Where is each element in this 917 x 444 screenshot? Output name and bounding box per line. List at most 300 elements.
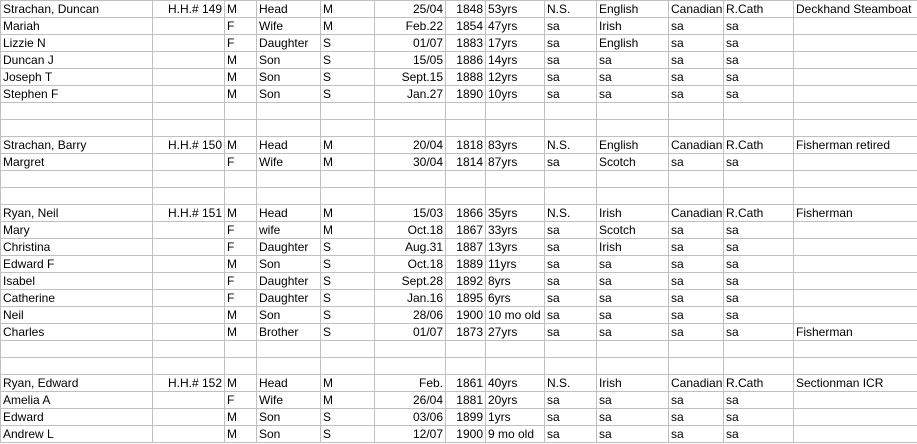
cell-sex[interactable]: F <box>225 35 257 52</box>
cell-relation[interactable]: Son <box>257 307 321 324</box>
cell-marital[interactable]: S <box>321 426 375 443</box>
cell-birth-date[interactable]: Sept.15 <box>375 69 446 86</box>
cell-birth-year[interactable]: 1854 <box>446 18 486 35</box>
cell-birthplace[interactable] <box>545 188 597 205</box>
cell-marital[interactable] <box>321 188 375 205</box>
cell-household[interactable] <box>153 239 225 256</box>
cell-age[interactable] <box>486 188 545 205</box>
cell-sex[interactable] <box>225 188 257 205</box>
cell-nationality[interactable]: sa <box>669 324 724 341</box>
cell-origin[interactable]: sa <box>597 256 669 273</box>
cell-birthplace[interactable]: sa <box>545 307 597 324</box>
cell-age[interactable]: 87yrs <box>486 154 545 171</box>
cell-household[interactable] <box>153 426 225 443</box>
cell-religion[interactable]: sa <box>724 154 794 171</box>
cell-origin[interactable] <box>597 188 669 205</box>
cell-marital[interactable]: S <box>321 86 375 103</box>
cell-origin[interactable] <box>597 120 669 137</box>
cell-age[interactable]: 11yrs <box>486 256 545 273</box>
cell-occupation[interactable] <box>794 409 917 426</box>
cell-name[interactable]: Strachan, Barry <box>1 137 153 154</box>
cell-religion[interactable]: sa <box>724 409 794 426</box>
cell-religion[interactable]: sa <box>724 239 794 256</box>
cell-nationality[interactable]: sa <box>669 392 724 409</box>
cell-relation[interactable] <box>257 188 321 205</box>
cell-name[interactable]: Stephen F <box>1 86 153 103</box>
cell-relation[interactable]: Son <box>257 69 321 86</box>
cell-sex[interactable] <box>225 358 257 375</box>
cell-origin[interactable]: sa <box>597 52 669 69</box>
cell-marital[interactable]: S <box>321 52 375 69</box>
cell-religion[interactable] <box>724 341 794 358</box>
cell-marital[interactable]: S <box>321 69 375 86</box>
cell-name[interactable]: Catherine <box>1 290 153 307</box>
cell-birthplace[interactable]: sa <box>545 256 597 273</box>
cell-occupation[interactable] <box>794 103 917 120</box>
cell-religion[interactable]: sa <box>724 69 794 86</box>
cell-relation[interactable]: Head <box>257 1 321 18</box>
cell-religion[interactable]: sa <box>724 273 794 290</box>
cell-birth-date[interactable]: 03/06 <box>375 409 446 426</box>
cell-household[interactable] <box>153 290 225 307</box>
cell-sex[interactable]: F <box>225 222 257 239</box>
cell-origin[interactable] <box>597 358 669 375</box>
cell-occupation[interactable] <box>794 171 917 188</box>
cell-household[interactable]: H.H.# 151 <box>153 205 225 222</box>
cell-birth-date[interactable]: Feb.22 <box>375 18 446 35</box>
cell-occupation[interactable]: Sectionman ICR <box>794 375 917 392</box>
cell-relation[interactable]: Wife <box>257 18 321 35</box>
cell-origin[interactable]: sa <box>597 69 669 86</box>
cell-marital[interactable] <box>321 358 375 375</box>
cell-name[interactable]: Ryan, Edward <box>1 375 153 392</box>
cell-occupation[interactable] <box>794 222 917 239</box>
cell-religion[interactable]: sa <box>724 18 794 35</box>
cell-relation[interactable]: Daughter <box>257 35 321 52</box>
cell-birth-date[interactable]: 25/04 <box>375 1 446 18</box>
cell-birth-date[interactable] <box>375 188 446 205</box>
cell-marital[interactable]: S <box>321 239 375 256</box>
cell-marital[interactable]: S <box>321 273 375 290</box>
cell-birth-year[interactable]: 1900 <box>446 307 486 324</box>
cell-name[interactable]: Ryan, Neil <box>1 205 153 222</box>
cell-sex[interactable]: F <box>225 154 257 171</box>
cell-birthplace[interactable]: sa <box>545 409 597 426</box>
cell-sex[interactable] <box>225 341 257 358</box>
cell-religion[interactable]: R.Cath <box>724 375 794 392</box>
cell-household[interactable] <box>153 69 225 86</box>
cell-birth-date[interactable]: Jan.27 <box>375 86 446 103</box>
cell-marital[interactable]: S <box>321 409 375 426</box>
cell-occupation[interactable] <box>794 392 917 409</box>
cell-origin[interactable]: sa <box>597 307 669 324</box>
cell-birthplace[interactable]: N.S. <box>545 205 597 222</box>
cell-name[interactable] <box>1 188 153 205</box>
cell-occupation[interactable] <box>794 256 917 273</box>
cell-nationality[interactable] <box>669 188 724 205</box>
cell-sex[interactable]: M <box>225 426 257 443</box>
cell-birthplace[interactable] <box>545 341 597 358</box>
cell-nationality[interactable]: sa <box>669 409 724 426</box>
cell-religion[interactable]: sa <box>724 256 794 273</box>
cell-occupation[interactable] <box>794 35 917 52</box>
cell-birthplace[interactable]: sa <box>545 154 597 171</box>
cell-relation[interactable] <box>257 120 321 137</box>
cell-birth-year[interactable] <box>446 120 486 137</box>
cell-household[interactable] <box>153 392 225 409</box>
cell-relation[interactable]: Daughter <box>257 290 321 307</box>
cell-name[interactable] <box>1 341 153 358</box>
cell-birthplace[interactable]: sa <box>545 324 597 341</box>
cell-origin[interactable]: Irish <box>597 239 669 256</box>
cell-name[interactable]: Joseph T <box>1 69 153 86</box>
cell-birthplace[interactable]: sa <box>545 52 597 69</box>
cell-household[interactable] <box>153 341 225 358</box>
cell-household[interactable] <box>153 35 225 52</box>
cell-age[interactable]: 35yrs <box>486 205 545 222</box>
cell-occupation[interactable]: Deckhand Steamboat <box>794 1 917 18</box>
cell-birthplace[interactable]: sa <box>545 426 597 443</box>
cell-birth-year[interactable]: 1900 <box>446 426 486 443</box>
cell-occupation[interactable] <box>794 426 917 443</box>
cell-occupation[interactable] <box>794 188 917 205</box>
cell-nationality[interactable]: sa <box>669 154 724 171</box>
cell-occupation[interactable] <box>794 341 917 358</box>
cell-religion[interactable]: R.Cath <box>724 1 794 18</box>
cell-religion[interactable]: sa <box>724 86 794 103</box>
cell-origin[interactable]: Irish <box>597 205 669 222</box>
cell-age[interactable]: 14yrs <box>486 52 545 69</box>
cell-name[interactable]: Mariah <box>1 18 153 35</box>
cell-birth-year[interactable]: 1814 <box>446 154 486 171</box>
cell-name[interactable]: Neil <box>1 307 153 324</box>
cell-age[interactable] <box>486 341 545 358</box>
cell-origin[interactable] <box>597 103 669 120</box>
cell-birth-date[interactable] <box>375 103 446 120</box>
cell-relation[interactable]: Brother <box>257 324 321 341</box>
cell-sex[interactable]: M <box>225 256 257 273</box>
cell-age[interactable]: 47yrs <box>486 18 545 35</box>
cell-birth-year[interactable]: 1887 <box>446 239 486 256</box>
cell-origin[interactable]: sa <box>597 324 669 341</box>
cell-birth-date[interactable]: 20/04 <box>375 137 446 154</box>
cell-household[interactable] <box>153 52 225 69</box>
cell-birth-date[interactable]: 12/07 <box>375 426 446 443</box>
cell-birthplace[interactable]: sa <box>545 273 597 290</box>
cell-birth-year[interactable]: 1895 <box>446 290 486 307</box>
cell-sex[interactable]: M <box>225 375 257 392</box>
cell-birth-year[interactable] <box>446 171 486 188</box>
cell-occupation[interactable]: Fisherman <box>794 324 917 341</box>
cell-household[interactable] <box>153 120 225 137</box>
cell-name[interactable]: Margret <box>1 154 153 171</box>
cell-nationality[interactable]: sa <box>669 426 724 443</box>
cell-marital[interactable] <box>321 103 375 120</box>
cell-name[interactable] <box>1 171 153 188</box>
cell-origin[interactable]: sa <box>597 86 669 103</box>
cell-birthplace[interactable] <box>545 358 597 375</box>
cell-occupation[interactable] <box>794 18 917 35</box>
cell-marital[interactable]: S <box>321 290 375 307</box>
cell-birth-date[interactable]: 01/07 <box>375 35 446 52</box>
cell-religion[interactable] <box>724 171 794 188</box>
cell-religion[interactable] <box>724 188 794 205</box>
cell-religion[interactable]: sa <box>724 52 794 69</box>
cell-origin[interactable]: sa <box>597 273 669 290</box>
cell-birthplace[interactable]: N.S. <box>545 375 597 392</box>
cell-relation[interactable] <box>257 358 321 375</box>
cell-marital[interactable] <box>321 120 375 137</box>
cell-household[interactable] <box>153 171 225 188</box>
cell-birth-year[interactable] <box>446 358 486 375</box>
cell-nationality[interactable] <box>669 358 724 375</box>
cell-sex[interactable] <box>225 171 257 188</box>
cell-birth-date[interactable]: Aug.31 <box>375 239 446 256</box>
cell-relation[interactable]: Son <box>257 256 321 273</box>
cell-origin[interactable]: English <box>597 1 669 18</box>
cell-origin[interactable]: Irish <box>597 375 669 392</box>
cell-birth-year[interactable]: 1886 <box>446 52 486 69</box>
cell-birth-date[interactable] <box>375 358 446 375</box>
cell-age[interactable]: 20yrs <box>486 392 545 409</box>
cell-nationality[interactable]: sa <box>669 35 724 52</box>
cell-household[interactable] <box>153 307 225 324</box>
cell-birth-year[interactable]: 1883 <box>446 35 486 52</box>
cell-sex[interactable]: M <box>225 1 257 18</box>
cell-marital[interactable]: M <box>321 392 375 409</box>
cell-marital[interactable]: M <box>321 1 375 18</box>
cell-sex[interactable]: M <box>225 409 257 426</box>
cell-sex[interactable]: F <box>225 273 257 290</box>
cell-birthplace[interactable]: sa <box>545 290 597 307</box>
cell-birth-date[interactable]: 15/03 <box>375 205 446 222</box>
cell-birthplace[interactable]: sa <box>545 392 597 409</box>
cell-sex[interactable]: F <box>225 239 257 256</box>
cell-nationality[interactable]: Canadian <box>669 375 724 392</box>
cell-age[interactable] <box>486 103 545 120</box>
cell-marital[interactable]: M <box>321 154 375 171</box>
cell-occupation[interactable]: Fisherman retired <box>794 137 917 154</box>
cell-birth-year[interactable]: 1861 <box>446 375 486 392</box>
cell-occupation[interactable] <box>794 273 917 290</box>
cell-birth-date[interactable]: Oct.18 <box>375 256 446 273</box>
cell-age[interactable]: 13yrs <box>486 239 545 256</box>
cell-birth-year[interactable]: 1888 <box>446 69 486 86</box>
cell-name[interactable]: Andrew L <box>1 426 153 443</box>
cell-name[interactable]: Edward F <box>1 256 153 273</box>
cell-age[interactable]: 40yrs <box>486 375 545 392</box>
cell-origin[interactable]: English <box>597 137 669 154</box>
cell-religion[interactable] <box>724 103 794 120</box>
cell-birthplace[interactable] <box>545 103 597 120</box>
cell-age[interactable]: 6yrs <box>486 290 545 307</box>
cell-birth-date[interactable]: 15/05 <box>375 52 446 69</box>
cell-name[interactable]: Edward <box>1 409 153 426</box>
cell-relation[interactable] <box>257 103 321 120</box>
cell-household[interactable] <box>153 18 225 35</box>
cell-birth-year[interactable] <box>446 341 486 358</box>
cell-sex[interactable]: F <box>225 392 257 409</box>
cell-origin[interactable]: sa <box>597 392 669 409</box>
cell-birth-year[interactable]: 1818 <box>446 137 486 154</box>
cell-nationality[interactable]: Canadian <box>669 205 724 222</box>
cell-birthplace[interactable]: sa <box>545 18 597 35</box>
cell-age[interactable]: 53yrs <box>486 1 545 18</box>
cell-birthplace[interactable]: sa <box>545 239 597 256</box>
cell-name[interactable]: Amelia A <box>1 392 153 409</box>
cell-marital[interactable]: S <box>321 35 375 52</box>
cell-birthplace[interactable] <box>545 171 597 188</box>
cell-nationality[interactable]: sa <box>669 86 724 103</box>
cell-birth-year[interactable] <box>446 103 486 120</box>
cell-relation[interactable]: Head <box>257 375 321 392</box>
cell-religion[interactable]: sa <box>724 35 794 52</box>
cell-age[interactable] <box>486 120 545 137</box>
cell-religion[interactable]: sa <box>724 392 794 409</box>
cell-nationality[interactable] <box>669 120 724 137</box>
cell-birthplace[interactable]: sa <box>545 35 597 52</box>
cell-relation[interactable]: Son <box>257 409 321 426</box>
cell-birth-date[interactable] <box>375 341 446 358</box>
cell-nationality[interactable]: sa <box>669 290 724 307</box>
cell-origin[interactable]: Scotch <box>597 222 669 239</box>
cell-occupation[interactable] <box>794 69 917 86</box>
cell-name[interactable]: Charles <box>1 324 153 341</box>
cell-relation[interactable]: Son <box>257 86 321 103</box>
cell-birthplace[interactable]: sa <box>545 69 597 86</box>
cell-nationality[interactable] <box>669 341 724 358</box>
cell-relation[interactable]: Head <box>257 137 321 154</box>
cell-birth-year[interactable]: 1881 <box>446 392 486 409</box>
cell-relation[interactable]: Wife <box>257 392 321 409</box>
cell-occupation[interactable] <box>794 154 917 171</box>
cell-sex[interactable]: M <box>225 307 257 324</box>
cell-birth-date[interactable]: 01/07 <box>375 324 446 341</box>
cell-birth-year[interactable]: 1848 <box>446 1 486 18</box>
cell-age[interactable]: 33yrs <box>486 222 545 239</box>
cell-nationality[interactable]: sa <box>669 273 724 290</box>
cell-marital[interactable]: S <box>321 256 375 273</box>
cell-origin[interactable]: sa <box>597 426 669 443</box>
cell-sex[interactable] <box>225 103 257 120</box>
cell-nationality[interactable]: sa <box>669 256 724 273</box>
cell-nationality[interactable]: sa <box>669 239 724 256</box>
cell-nationality[interactable]: sa <box>669 18 724 35</box>
cell-birth-year[interactable]: 1867 <box>446 222 486 239</box>
cell-birth-date[interactable]: 26/04 <box>375 392 446 409</box>
cell-marital[interactable]: M <box>321 222 375 239</box>
cell-birth-date[interactable]: 28/06 <box>375 307 446 324</box>
cell-nationality[interactable] <box>669 103 724 120</box>
cell-age[interactable]: 27yrs <box>486 324 545 341</box>
cell-religion[interactable]: sa <box>724 324 794 341</box>
cell-birth-year[interactable]: 1899 <box>446 409 486 426</box>
cell-religion[interactable]: R.Cath <box>724 205 794 222</box>
cell-relation[interactable] <box>257 341 321 358</box>
cell-origin[interactable]: Scotch <box>597 154 669 171</box>
cell-occupation[interactable] <box>794 86 917 103</box>
cell-birth-date[interactable]: 30/04 <box>375 154 446 171</box>
cell-origin[interactable]: sa <box>597 409 669 426</box>
cell-relation[interactable] <box>257 171 321 188</box>
cell-household[interactable] <box>153 86 225 103</box>
cell-name[interactable] <box>1 120 153 137</box>
cell-household[interactable] <box>153 409 225 426</box>
cell-household[interactable]: H.H.# 150 <box>153 137 225 154</box>
cell-name[interactable]: Mary <box>1 222 153 239</box>
cell-marital[interactable]: S <box>321 307 375 324</box>
cell-birthplace[interactable]: N.S. <box>545 1 597 18</box>
cell-relation[interactable]: Daughter <box>257 239 321 256</box>
cell-origin[interactable]: sa <box>597 290 669 307</box>
cell-birth-year[interactable]: 1890 <box>446 86 486 103</box>
cell-birth-year[interactable]: 1866 <box>446 205 486 222</box>
cell-name[interactable]: Strachan, Duncan <box>1 1 153 18</box>
cell-marital[interactable] <box>321 171 375 188</box>
cell-age[interactable] <box>486 171 545 188</box>
cell-nationality[interactable]: Canadian <box>669 1 724 18</box>
cell-origin[interactable]: English <box>597 35 669 52</box>
cell-relation[interactable]: Son <box>257 52 321 69</box>
cell-birth-date[interactable]: Feb. <box>375 375 446 392</box>
cell-religion[interactable]: sa <box>724 222 794 239</box>
cell-age[interactable] <box>486 358 545 375</box>
cell-origin[interactable]: Irish <box>597 18 669 35</box>
cell-household[interactable] <box>153 222 225 239</box>
cell-relation[interactable]: Head <box>257 205 321 222</box>
cell-sex[interactable]: M <box>225 324 257 341</box>
cell-age[interactable]: 1yrs <box>486 409 545 426</box>
cell-birthplace[interactable]: N.S. <box>545 137 597 154</box>
cell-origin[interactable] <box>597 341 669 358</box>
cell-occupation[interactable] <box>794 52 917 69</box>
cell-age[interactable]: 8yrs <box>486 273 545 290</box>
cell-nationality[interactable] <box>669 171 724 188</box>
cell-occupation[interactable] <box>794 120 917 137</box>
cell-marital[interactable]: M <box>321 137 375 154</box>
cell-marital[interactable]: S <box>321 324 375 341</box>
cell-household[interactable] <box>153 256 225 273</box>
cell-nationality[interactable]: sa <box>669 222 724 239</box>
cell-birth-year[interactable]: 1892 <box>446 273 486 290</box>
cell-sex[interactable]: M <box>225 52 257 69</box>
cell-sex[interactable]: M <box>225 86 257 103</box>
cell-sex[interactable]: M <box>225 69 257 86</box>
cell-religion[interactable]: R.Cath <box>724 137 794 154</box>
cell-sex[interactable]: M <box>225 205 257 222</box>
cell-household[interactable]: H.H.# 149 <box>153 1 225 18</box>
cell-birth-date[interactable]: Jan.16 <box>375 290 446 307</box>
cell-name[interactable] <box>1 103 153 120</box>
cell-marital[interactable] <box>321 341 375 358</box>
cell-birth-date[interactable]: Oct.18 <box>375 222 446 239</box>
cell-age[interactable]: 12yrs <box>486 69 545 86</box>
cell-relation[interactable]: Wife <box>257 154 321 171</box>
cell-birth-year[interactable] <box>446 188 486 205</box>
cell-nationality[interactable]: sa <box>669 52 724 69</box>
cell-household[interactable] <box>153 273 225 290</box>
cell-religion[interactable]: sa <box>724 307 794 324</box>
cell-age[interactable]: 10 mo old <box>486 307 545 324</box>
cell-household[interactable] <box>153 324 225 341</box>
cell-occupation[interactable] <box>794 358 917 375</box>
cell-occupation[interactable]: Fisherman <box>794 205 917 222</box>
cell-name[interactable]: Christina <box>1 239 153 256</box>
cell-nationality[interactable]: sa <box>669 69 724 86</box>
cell-sex[interactable]: M <box>225 137 257 154</box>
cell-sex[interactable]: F <box>225 18 257 35</box>
cell-household[interactable] <box>153 154 225 171</box>
